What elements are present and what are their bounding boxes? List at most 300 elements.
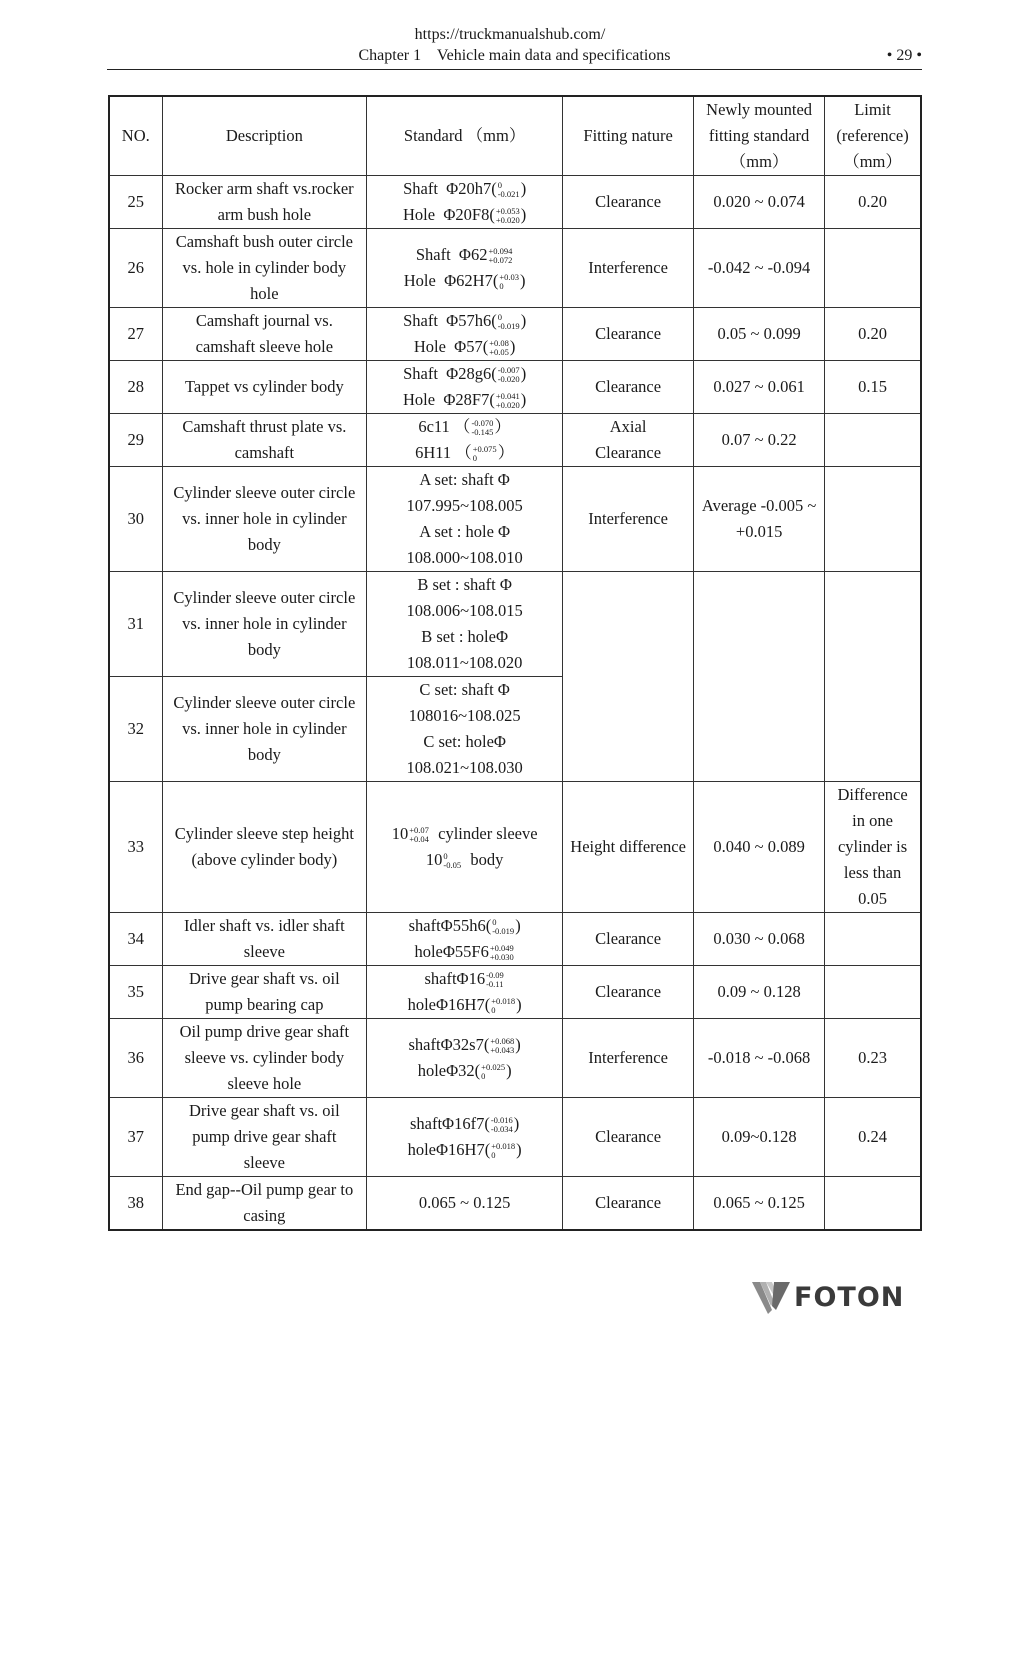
tolerance-line bbox=[370, 992, 559, 1018]
tolerance-suffix: ) bbox=[509, 337, 516, 356]
cell-fitting-nature bbox=[563, 913, 694, 966]
upper-deviation: +0.018 bbox=[491, 1141, 516, 1152]
cell-limit bbox=[825, 414, 921, 467]
cell-line: Clearance bbox=[595, 324, 662, 343]
upper-deviation: +0.049 bbox=[489, 943, 514, 954]
tolerance-suffix: body bbox=[462, 850, 504, 869]
table-row bbox=[109, 229, 921, 308]
cell-no: 30 bbox=[109, 467, 162, 572]
cell-newly-mounted bbox=[694, 1098, 825, 1177]
tolerance-line bbox=[370, 1137, 559, 1163]
cell-line: vs. inner hole in cylinder bbox=[182, 719, 347, 738]
upper-deviation: +0.041 bbox=[495, 391, 520, 402]
tolerance-suffix: ) bbox=[506, 1061, 512, 1080]
tolerance-deviation bbox=[488, 247, 512, 265]
cell-line: +0.015 bbox=[735, 522, 783, 541]
cell-line: 108.021~108.030 bbox=[406, 758, 523, 777]
cell-line: 0.23 bbox=[858, 1048, 887, 1067]
cell-fitting-nature bbox=[563, 1019, 694, 1098]
tolerance-line bbox=[370, 847, 559, 873]
lower-deviation: -0.021 bbox=[497, 189, 520, 200]
tolerance-suffix: ) bbox=[515, 1035, 521, 1054]
cell-line: cylinder is bbox=[837, 837, 908, 856]
cell-line: 108016~108.025 bbox=[408, 706, 521, 725]
cell-description bbox=[162, 677, 367, 782]
tolerance-line bbox=[370, 966, 559, 992]
tolerance-line bbox=[370, 1058, 559, 1084]
tolerance-deviation bbox=[486, 971, 504, 989]
tolerance-deviation bbox=[481, 1063, 505, 1081]
cell-line: arm bush hole bbox=[217, 205, 312, 224]
cell-description bbox=[162, 361, 367, 414]
lower-deviation: 0 bbox=[472, 453, 478, 464]
lower-deviation: +0.072 bbox=[488, 255, 513, 266]
logo-wordmark: FOTON bbox=[794, 1282, 905, 1313]
cell-line: C set: holeΦ bbox=[423, 732, 506, 751]
cell-fitting-nature bbox=[563, 782, 694, 913]
upper-deviation: +0.053 bbox=[495, 206, 520, 217]
cell-line: sleeve bbox=[243, 1153, 285, 1172]
column-header-no: NO. bbox=[109, 96, 162, 176]
cell-line: Clearance bbox=[595, 1127, 662, 1146]
cell-description bbox=[162, 467, 367, 572]
cell-limit bbox=[825, 966, 921, 1019]
cell-description bbox=[162, 176, 367, 229]
cell-standard bbox=[367, 467, 563, 572]
header-line: Limit bbox=[854, 100, 891, 119]
cell-line: C set: shaft Φ bbox=[419, 680, 510, 699]
cell-no: 25 bbox=[109, 176, 162, 229]
tolerance-suffix: ) bbox=[516, 1140, 522, 1159]
tolerance-deviation bbox=[490, 1037, 514, 1055]
cell-line: Height difference bbox=[570, 837, 686, 856]
cell-line: Interference bbox=[588, 1048, 668, 1067]
cell-no: 36 bbox=[109, 1019, 162, 1098]
table-row bbox=[109, 361, 921, 414]
cell-line: 0.07 ~ 0.22 bbox=[721, 430, 797, 449]
tolerance-base: shaftΦ16 bbox=[424, 969, 486, 988]
cell-line: Clearance bbox=[595, 929, 662, 948]
cell-line: sleeve vs. cylinder body bbox=[184, 1048, 345, 1067]
table-header-row bbox=[109, 96, 921, 176]
lower-deviation: -0.020 bbox=[497, 374, 520, 385]
table-row bbox=[109, 966, 921, 1019]
cell-description bbox=[162, 1177, 367, 1231]
tolerance-base: Shaft Φ62 bbox=[415, 245, 488, 264]
cell-limit bbox=[825, 1019, 921, 1098]
cell-line: Rocker arm shaft vs.rocker bbox=[175, 179, 354, 198]
cell-line: 0.20 bbox=[858, 324, 887, 343]
cell-line: camshaft bbox=[234, 443, 295, 462]
tolerance-deviation bbox=[498, 366, 520, 384]
cell-line: (above cylinder body) bbox=[191, 850, 338, 869]
cell-standard bbox=[367, 414, 563, 467]
cell-limit bbox=[825, 782, 921, 913]
table-row bbox=[109, 414, 921, 467]
cell-standard bbox=[367, 572, 563, 677]
tolerance-deviation bbox=[498, 313, 520, 331]
lower-deviation: -0.019 bbox=[492, 926, 515, 937]
cell-line: 0.065 ~ 0.125 bbox=[418, 1193, 511, 1212]
upper-deviation: -0.09 bbox=[486, 970, 504, 981]
header-line: （mm） bbox=[843, 152, 902, 171]
cell-line: vs. hole in cylinder body bbox=[182, 258, 347, 277]
table-row bbox=[109, 1098, 921, 1177]
cell-line: Drive gear shaft vs. oil bbox=[188, 1101, 340, 1120]
cell-line: body bbox=[247, 640, 281, 659]
cell-line: Difference bbox=[837, 785, 908, 804]
cell-line: hole bbox=[250, 284, 279, 303]
column-header-description: Description bbox=[162, 96, 367, 176]
lower-deviation: +0.020 bbox=[495, 400, 520, 411]
cell-limit bbox=[825, 176, 921, 229]
cell-description bbox=[162, 913, 367, 966]
tolerance-line bbox=[370, 1111, 559, 1137]
cell-line: Cylinder sleeve outer circle bbox=[173, 483, 356, 502]
lower-deviation: 0 bbox=[499, 281, 504, 292]
table-row bbox=[109, 467, 921, 572]
cell-no: 27 bbox=[109, 308, 162, 361]
tolerance-deviation bbox=[499, 273, 519, 291]
tolerance-deviation bbox=[498, 181, 520, 199]
header-line: fitting standard bbox=[708, 126, 810, 145]
cell-line: Idler shaft vs. idler shaft bbox=[183, 916, 345, 935]
cell-line: 0.15 bbox=[858, 377, 887, 396]
tolerance-base: Shaft Φ28g6( bbox=[403, 364, 497, 383]
cell-line: sleeve bbox=[243, 942, 285, 961]
tolerance-line bbox=[370, 440, 559, 466]
tolerance-line bbox=[370, 268, 559, 294]
cell-fitting-nature bbox=[563, 1098, 694, 1177]
upper-deviation: 0 bbox=[497, 180, 502, 191]
cell-line: 108.000~108.010 bbox=[406, 548, 523, 567]
cell-line: Camshaft bush outer circle bbox=[175, 232, 354, 251]
upper-deviation: 0 bbox=[492, 917, 497, 928]
upper-deviation: -0.016 bbox=[490, 1115, 513, 1126]
tolerance-line bbox=[370, 202, 559, 228]
tolerance-line bbox=[370, 821, 559, 847]
header-line: （mm） bbox=[729, 152, 789, 171]
cell-no: 34 bbox=[109, 913, 162, 966]
cell-line: 0.24 bbox=[858, 1127, 887, 1146]
tolerance-base: holeΦ55F6 bbox=[414, 942, 489, 961]
cell-line: casing bbox=[243, 1206, 286, 1225]
table-row bbox=[109, 308, 921, 361]
cell-no: 28 bbox=[109, 361, 162, 414]
tolerance-deviation bbox=[491, 1142, 515, 1160]
cell-newly-mounted bbox=[694, 966, 825, 1019]
lower-deviation: -0.05 bbox=[443, 860, 462, 871]
cell-newly-mounted bbox=[694, 176, 825, 229]
table-row bbox=[109, 913, 921, 966]
tolerance-suffix: ) bbox=[519, 271, 526, 290]
upper-deviation: +0.075 bbox=[472, 444, 497, 455]
lower-deviation: 0 bbox=[491, 1150, 496, 1161]
cell-no: 31 bbox=[109, 572, 162, 677]
lower-deviation: -0.019 bbox=[497, 321, 520, 332]
tolerance-base: 6H11 （ bbox=[415, 443, 472, 462]
upper-deviation: -0.070 bbox=[471, 418, 494, 429]
cell-standard bbox=[367, 176, 563, 229]
cell-limit bbox=[825, 572, 921, 782]
cell-line: 0.040 ~ 0.089 bbox=[713, 837, 805, 856]
cell-fitting-nature bbox=[563, 308, 694, 361]
cell-standard bbox=[367, 913, 563, 966]
tolerance-deviation bbox=[496, 392, 520, 410]
tolerance-deviation bbox=[443, 852, 461, 870]
lower-deviation: -0.034 bbox=[490, 1124, 513, 1135]
cell-standard bbox=[367, 677, 563, 782]
cell-limit bbox=[825, 467, 921, 572]
cell-limit bbox=[825, 913, 921, 966]
tolerance-line bbox=[370, 387, 559, 413]
tolerance-deviation bbox=[409, 826, 429, 844]
tolerance-suffix: ) bbox=[520, 364, 527, 383]
cell-no: 37 bbox=[109, 1098, 162, 1177]
tolerance-base: Shaft Φ20h7( bbox=[403, 179, 497, 198]
tolerance-suffix: ) bbox=[516, 995, 522, 1014]
cell-fitting-nature bbox=[563, 229, 694, 308]
upper-deviation: +0.094 bbox=[488, 246, 513, 257]
cell-line: Oil pump drive gear shaft bbox=[179, 1022, 350, 1041]
tolerance-line bbox=[370, 308, 559, 334]
cell-fitting-nature bbox=[563, 414, 694, 467]
cell-line: vs. inner hole in cylinder bbox=[182, 614, 347, 633]
tolerance-deviation bbox=[496, 207, 520, 225]
lower-deviation: +0.043 bbox=[490, 1045, 515, 1056]
upper-deviation: +0.068 bbox=[490, 1036, 515, 1047]
cell-line: -0.018 ~ -0.068 bbox=[707, 1048, 811, 1067]
cell-line: Interference bbox=[588, 509, 668, 528]
cell-line: Clearance bbox=[595, 982, 662, 1001]
lower-deviation: +0.04 bbox=[409, 834, 429, 845]
upper-deviation: +0.08 bbox=[489, 338, 509, 349]
cell-description bbox=[162, 308, 367, 361]
tolerance-suffix: ) bbox=[520, 390, 527, 409]
cell-line: body bbox=[247, 535, 281, 554]
cell-line: -0.042 ~ -0.094 bbox=[707, 258, 811, 277]
cell-standard bbox=[367, 1098, 563, 1177]
header-rule bbox=[107, 69, 922, 70]
tolerance-deviation bbox=[492, 918, 514, 936]
cell-line: in one bbox=[852, 811, 893, 830]
cell-standard bbox=[367, 782, 563, 913]
tolerance-suffix: ) bbox=[520, 205, 527, 224]
cell-limit bbox=[825, 1177, 921, 1231]
table-row bbox=[109, 176, 921, 229]
cell-standard bbox=[367, 966, 563, 1019]
table-row bbox=[109, 1019, 921, 1098]
cell-fitting-nature bbox=[563, 1177, 694, 1231]
cell-limit bbox=[825, 308, 921, 361]
cell-line: 0.09~0.128 bbox=[721, 1127, 797, 1146]
cell-standard bbox=[367, 361, 563, 414]
lower-deviation: +0.020 bbox=[495, 215, 520, 226]
cell-no: 35 bbox=[109, 966, 162, 1019]
cell-line: Camshaft thrust plate vs. bbox=[182, 417, 347, 436]
cell-line: vs. inner hole in cylinder bbox=[182, 509, 347, 528]
cell-line: Average -0.005 ~ bbox=[701, 496, 817, 515]
cell-line: sleeve hole bbox=[227, 1074, 302, 1093]
cell-standard bbox=[367, 229, 563, 308]
tolerance-deviation bbox=[491, 1116, 513, 1134]
cell-limit bbox=[825, 229, 921, 308]
foton-logo bbox=[752, 1280, 924, 1320]
tolerance-line bbox=[370, 361, 559, 387]
header-line: Newly mounted bbox=[706, 100, 813, 119]
chapter-title: Chapter 1 Vehicle main data and specifications bbox=[358, 47, 671, 64]
cell-line: pump bearing cap bbox=[205, 995, 324, 1014]
tolerance-base: Hole Φ62H7( bbox=[403, 271, 499, 290]
cell-newly-mounted bbox=[694, 361, 825, 414]
cell-newly-mounted bbox=[694, 1019, 825, 1098]
cell-newly-mounted bbox=[694, 1177, 825, 1231]
cell-standard bbox=[367, 1177, 563, 1231]
cell-line: Camshaft journal vs. bbox=[195, 311, 333, 330]
tolerance-base: 10 bbox=[425, 850, 443, 869]
cell-newly-mounted bbox=[694, 467, 825, 572]
column-header-standard: Standard （mm） bbox=[367, 96, 563, 176]
tolerance-base: holeΦ32( bbox=[417, 1061, 481, 1080]
upper-deviation: 0 bbox=[443, 851, 448, 862]
tolerance-suffix: ） bbox=[494, 417, 511, 436]
cell-description bbox=[162, 966, 367, 1019]
cell-description bbox=[162, 782, 367, 913]
lower-deviation: -0.145 bbox=[471, 427, 494, 438]
cell-line: 108.006~108.015 bbox=[406, 601, 523, 620]
cell-line: 0.09 ~ 0.128 bbox=[717, 982, 801, 1001]
lower-deviation: 0 bbox=[481, 1071, 486, 1082]
cell-line: 108.011~108.020 bbox=[406, 653, 523, 672]
foton-logo-icon bbox=[752, 1280, 792, 1316]
cell-line: 0.20 bbox=[858, 192, 887, 211]
cell-line: A set: shaft Φ bbox=[419, 470, 510, 489]
cell-line: 107.995~108.005 bbox=[406, 496, 523, 515]
cell-line: Cylinder sleeve outer circle bbox=[173, 588, 356, 607]
cell-no: 29 bbox=[109, 414, 162, 467]
tolerance-suffix: ) bbox=[520, 179, 527, 198]
cell-newly-mounted bbox=[694, 913, 825, 966]
cell-limit bbox=[825, 361, 921, 414]
cell-fitting-nature bbox=[563, 966, 694, 1019]
source-url: https://truckmanualshub.com/ bbox=[414, 26, 606, 43]
cell-no: 38 bbox=[109, 1177, 162, 1231]
column-header-limit bbox=[825, 96, 921, 176]
specification-table bbox=[108, 95, 922, 1231]
tolerance-line bbox=[370, 939, 559, 965]
tolerance-deviation bbox=[491, 997, 515, 1015]
tolerance-base: holeΦ16H7( bbox=[407, 1140, 491, 1159]
cell-line: End gap--Oil pump gear to bbox=[175, 1180, 354, 1199]
tolerance-deviation bbox=[471, 419, 493, 437]
tolerance-line bbox=[370, 913, 559, 939]
cell-description bbox=[162, 229, 367, 308]
tolerance-deviation bbox=[489, 339, 509, 357]
page-number: • 29 • bbox=[886, 47, 922, 64]
cell-line: Cylinder sleeve step height bbox=[174, 824, 354, 843]
cell-description bbox=[162, 1019, 367, 1098]
lower-deviation: +0.030 bbox=[489, 952, 514, 963]
column-header-newly-mounted bbox=[694, 96, 825, 176]
cell-no: 33 bbox=[109, 782, 162, 913]
tolerance-line bbox=[370, 414, 559, 440]
column-header-fitting-nature: Fitting nature bbox=[563, 96, 694, 176]
tolerance-base: Hole Φ57( bbox=[413, 337, 489, 356]
upper-deviation: +0.03 bbox=[499, 272, 519, 283]
tolerance-suffix: ) bbox=[520, 311, 527, 330]
cell-line: Drive gear shaft vs. oil bbox=[188, 969, 340, 988]
running-header bbox=[107, 47, 922, 69]
cell-no: 26 bbox=[109, 229, 162, 308]
tolerance-deviation bbox=[473, 445, 497, 463]
lower-deviation: -0.11 bbox=[486, 979, 504, 990]
tolerance-deviation bbox=[490, 944, 514, 962]
tolerance-base: 10 bbox=[391, 824, 409, 843]
tolerance-suffix: cylinder sleeve bbox=[429, 824, 538, 843]
lower-deviation: 0 bbox=[491, 1005, 496, 1016]
cell-line: pump drive gear shaft bbox=[192, 1127, 337, 1146]
cell-line: B set : shaft Φ bbox=[417, 575, 512, 594]
cell-line: Cylinder sleeve outer circle bbox=[173, 693, 356, 712]
upper-deviation: +0.018 bbox=[491, 996, 516, 1007]
tolerance-base: shaftΦ55h6( bbox=[408, 916, 492, 935]
cell-line: Clearance bbox=[595, 1193, 662, 1212]
cell-line: 0.027 ~ 0.061 bbox=[713, 377, 805, 396]
tolerance-line bbox=[370, 1032, 559, 1058]
cell-fitting-nature bbox=[563, 176, 694, 229]
cell-line: 0.05 ~ 0.099 bbox=[717, 324, 801, 343]
cell-line: Clearance bbox=[595, 192, 662, 211]
cell-no: 32 bbox=[109, 677, 162, 782]
cell-newly-mounted bbox=[694, 782, 825, 913]
cell-line: A set : hole Φ bbox=[419, 522, 511, 541]
upper-deviation: +0.07 bbox=[409, 825, 429, 836]
lower-deviation: +0.05 bbox=[489, 347, 509, 358]
cell-line: body bbox=[247, 745, 281, 764]
tolerance-base: Shaft Φ57h6( bbox=[403, 311, 497, 330]
cell-standard bbox=[367, 1019, 563, 1098]
cell-line: Interference bbox=[588, 258, 668, 277]
cell-newly-mounted bbox=[694, 308, 825, 361]
header-line: (reference) bbox=[836, 126, 909, 145]
cell-fitting-nature bbox=[563, 572, 694, 782]
table-row bbox=[109, 572, 921, 677]
tolerance-base: shaftΦ16f7( bbox=[409, 1114, 490, 1133]
cell-line: Clearance bbox=[595, 377, 662, 396]
tolerance-line bbox=[370, 176, 559, 202]
cell-limit bbox=[825, 1098, 921, 1177]
cell-description bbox=[162, 572, 367, 677]
tolerance-suffix: ) bbox=[513, 1114, 520, 1133]
cell-description bbox=[162, 1098, 367, 1177]
cell-line: Tappet vs cylinder body bbox=[184, 377, 344, 396]
cell-line: 0.065 ~ 0.125 bbox=[713, 1193, 805, 1212]
tolerance-line bbox=[370, 242, 559, 268]
cell-line: camshaft sleeve hole bbox=[195, 337, 334, 356]
tolerance-base: holeΦ16H7( bbox=[407, 995, 491, 1014]
cell-fitting-nature bbox=[563, 361, 694, 414]
cell-line: Axial bbox=[609, 417, 647, 436]
cell-description bbox=[162, 414, 367, 467]
upper-deviation: 0 bbox=[497, 312, 502, 323]
tolerance-base: 6c11 （ bbox=[418, 417, 471, 436]
upper-deviation: +0.025 bbox=[481, 1062, 506, 1073]
tolerance-base: shaftΦ32s7( bbox=[408, 1035, 490, 1054]
tolerance-base: Hole Φ20F8( bbox=[403, 205, 495, 224]
cell-newly-mounted bbox=[694, 572, 825, 782]
cell-newly-mounted bbox=[694, 229, 825, 308]
cell-line: less than bbox=[843, 863, 902, 882]
